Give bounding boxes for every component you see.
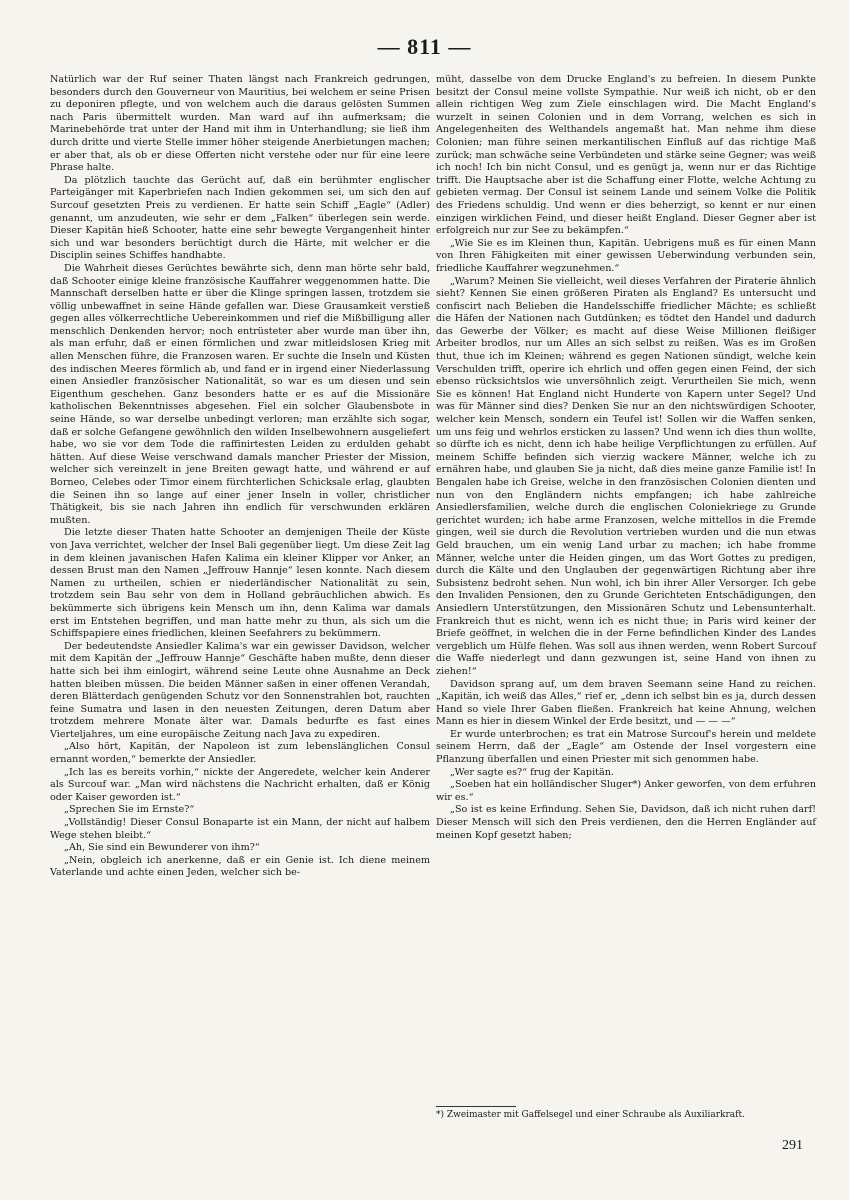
paragraph: „So ist es keine Erfindung. Sehen Sie, Davidson, daß ich nicht ruhen darf! Dieser Mensch will sich den Preis verdienen, den die Herren Engländer auf meinen Kopf gesetzt haben; <box>436 804 816 841</box>
paragraph: Er wurde unterbrochen; es trat ein Matrose Surcouf's herein und meldete seinem Herrn, daß der „Eagle“ am Ostende der Insel vorgestern eine Pflanzung überfallen und einen Priester mit sich genommen habe. <box>436 728 816 766</box>
paragraph: Natürlich war der Ruf seiner Thaten längst nach Frankreich gedrungen, besonders durch den Gouverneur von Mauritius, bei welchem er seine Prisen zu deponiren pflegte, und von welchem auch die daraus gelösten Summen nach Paris übermittelt wurden. Man ward auf ihn aufmerksam; die Marinebehörde trat unter der Hand mit ihm in Unterhandlung; sie ließ ihm durch dritte und vierte Stelle immer höher steigende Anerbietungen machen; er aber that, als ob er diese Offerten nicht verstehe oder nur für eine leere Phrase halte. <box>50 74 430 174</box>
paragraph: „Wie Sie es im Kleinen thun, Kapitän. Uebrigens muß es für einen Mann von Ihren Fähigkeiten mit einer gewissen Ueberwindung verbunden sein, friedliche Kauffahrer wegzunehmen.“ <box>436 237 816 274</box>
paragraph: „Ich las es bereits vorhin,“ nickte der Angeredete, welcher kein Anderer als Surcouf war. „Man wird nächstens die Nachricht erhalten, daß er König oder Kaiser geworden ist.“ <box>50 766 430 803</box>
paragraph: Die Wahrheit dieses Gerüchtes bewährte sich, denn man hörte sehr bald, daß Schooter einige kleine französische Kauffahrer weggenommen hatte. Die Mannschaft derselben hatte er über die Klinge springen lassen, trotzdem sie völlig unbewaffnet in seine Hände gefallen war. Diese Grausamkeit verstieß gegen alles völkerrechtliche Uebereinkommen und rief die Mißbilligung aller menschlich Denkenden hervor; noch entrüsteter aber wurde man über ihn, als man erfuhr, daß er einen förmlichen und zwar mitleidslosen Krieg mit allen Menschen führe, die Franzosen waren. Er suchte die Inseln und Küsten des indischen Meeres förmlich ab, und fand er in irgend einer Niederlassung einen Ansiedler französischer Nationalität, so war es um diesen und sein Eigenthum geschehen. Ganz besonders hatte er es auf die Missionäre katholischen Bekenntnisses abgesehen. Fiel ein solcher Glaubensbote in seine Hände, so war derselbe unbedingt verloren; man erzählte sich sogar, daß er solche Gefangene gewöhnlich den wilden Inselbewohnern ausgeliefert habe, wo sie vor dem Tode die raffinirtesten Leiden zu erdulden gehabt hätten. Auf diese Weise verschwand damals mancher Priester der Mission, welcher sich vereinzelt in jene Breiten gewagt hatte, und während er auf Borneo, Celebes oder Timor einem fürchterlichen Schicksale erlag, glaubten die Seinen ihn so lange auf einer jener Inseln in voller, christlicher Thätigkeit, bis sie nach Jahren ihn endlich für verschwunden erklären mußten. <box>50 262 430 526</box>
right-column <box>436 74 816 842</box>
paragraph: „Warum? Meinen Sie vielleicht, weil dieses Verfahren der Piraterie ähnlich sieht? Kennen Sie einen größeren Piraten als England? Es untersucht und confiscirt nach Belieben die Handelsschiffe friedlicher Mächte; es schließt die Häfen der Nationen nach Gutdünken; es tödtet den Handel und dadurch das Gewerbe der Völker; es macht auf diese Weise Millionen fleißiger Arbeiter brodlos, nur um Alles an sich selbst zu reißen. Was es im Großen thut, thue ich im Kleinen; während es gegen Nationen sündigt, welche kein Verschulden trifft, operire ich ehrlich und offen gegen einen Feind, der sich ebenso rücksichtslos wie unversöhnlich zeigt. Verurtheilen Sie mich, wenn Sie es können! Hat England nicht Hunderte von Kapern unter Segel? Und was für Männer sind dies? Denken Sie nur an den nichtswürdigen Schooter, welcher kein Mensch, sondern ein Teufel ist! Sollen wir die Waffen senken, um uns feig und wehrlos ersticken zu lassen? Und wenn ich dies thun wollte, so dürfte ich es nicht, denn ich habe heilige Verpflichtungen zu erfüllen. Auf meinem Schiffe befinden sich vierzig wackere Männer, welche ich zu ernähren habe, und glauben Sie ja nicht, daß dies meine ganze Familie ist! In Bengalen habe ich Greise, welche in den französischen Colonien dienten und nun von den Engländern nichts empfangen; ich habe zahlreiche Ansiedlersfamilien, welche durch die englischen Coloniekriege zu Grunde gerichtet wurden; ich habe arme Franzosen, welche mittellos in die Fremde gingen, weil sie durch die Revolution vertrieben wurden und die nun etwas Geld brauchen, um ein wenig Land urbar zu machen; ich habe fromme Männer, welche unter die Heiden gingen, um das Wort Gottes zu predigen, durch die Kälte und den Unglauben der gegenwärtigen Richtung aber ihre Subsistenz bedroht sehen. Nun wohl, ich bin ihrer Aller Versorger. Ich gebe den Invaliden Pensionen, den zu Grunde Gerichteten Entschädigungen, den Ansiedlern Unterstützungen, den Missionären Schutz und Lebensunterhalt. Frankreich thut es nicht, wenn ich es nicht thue; in Paris wird keiner der Briefe geöffnet, in welchen die in der Ferne befindlichen Kinder des Landes vergeblich um Hülfe flehen. Was soll aus ihnen werden, wenn Robert Surcouf die Waffe niederlegt und dann gezwungen ist, seine Hand von ihnen zu ziehen!“ <box>436 275 816 677</box>
paragraph: müht, dasselbe von dem Drucke England's zu befreien. In diesem Punkte besitzt der Consul meine vollste Sympathie. Nur weiß ich nicht, ob er den allein richtigen Weg zum Ziele einschlagen wird. Die Macht England's wurzelt in seinen Colonien und in dem Vorrang, welchen es sich in Angelegenheiten des Welthandels angemaßt hat. Man nehme ihm diese Colonien; man führe seinen merkantilischen Einfluß auf das richtige Maß zurück; man schwäche seine Verbündeten und stärke seine Gegner; was weiß ich noch! Ich bin nicht Consul, und es genügt ja, wenn nur er das Richtige trifft. Die Hauptsache aber ist die Schaffung einer Flotte, welche Achtung zu gebieten vermag. Der Consul ist seinem Lande und seinem Volke die Politik des Friedens schuldig. Und wenn er dies beherzigt, so kennt er nur einen einzigen wirklichen Feind, und dieser heißt England. Dieser Gegner aber ist erfolgreich nur zur See zu bekämpfen.“ <box>436 74 816 237</box>
paragraph: „Sprechen Sie im Ernste?“ <box>64 804 195 816</box>
paragraph: „Wer sagte es?“ frug der Kapitän. <box>450 766 614 778</box>
paragraph: „Ah, Sie sind ein Bewunderer von ihm?“ <box>64 842 260 854</box>
page-title: — 811 — <box>377 34 472 59</box>
footnote-divider <box>436 1106 516 1107</box>
paragraph: „Also hört, Kapitän, der Napoleon ist zum lebenslänglichen Consul ernannt worden,“ bemerkte der Ansiedler. <box>50 741 430 766</box>
paragraph: Davidson sprang auf, um dem braven Seemann seine Hand zu reichen. „Kapitän, ich weiß das Alles,“ rief er, „denn ich selbst bin es ja, durch dessen Hand so viele Ihrer Gaben fließen. Frankreich hat keine Ahnung, welchen Mann es hier in diesem Winkel der Erde besitzt, und — — —“ <box>436 678 816 728</box>
paragraph: Da plötzlich tauchte das Gerücht auf, daß ein berühmter englischer Parteigänger mit Kaperbriefen nach Indien gekommen sei, um sich den auf Surcouf gesetzten Preis zu verdienen. Er hatte sein Schiff „Eagle“ (Adler) genannt, um anzudeuten, wie sehr er dem „Falken“ überlegen sein werde. Dieser Kapitän hieß Schooter, hatte eine sehr bewegte Vergangenheit hinter sich und war besonders berüchtigt durch die Härte, mit welcher er die Disciplin seines Schiffes handhabte. <box>50 174 430 262</box>
paragraph: Der bedeutendste Ansiedler Kalima's war ein gewisser Davidson, welcher mit dem Kapitän der „Jeffrouw Hannje“ Geschäfte haben mußte, denn dieser hatte sich bei ihm einlogirt, während seine Leute ohne Ausnahme an Deck hatten bleiben müssen. Die beiden Männer saßen in einer offenen Verandah, deren Blätterdach genügenden Schutz vor den Sonnenstrahlen bot, rauchten feine Sumatra und lasen in den neuesten Zeitungen, deren Datum aber trotzdem mehrere Monate älter war. Damals bedurfte es fast eines Vierteljahres, um eine europäische Zeitung nach Java zu expediren. <box>50 640 430 740</box>
left-column <box>50 74 430 880</box>
footnote: *) Zweimaster mit Gaffelsegel und einer Schraube als Auxiliarkraft. <box>436 1110 745 1120</box>
paragraph: Die letzte dieser Thaten hatte Schooter an demjenigen Theile der Küste von Java verrichtet, welcher der Insel Bali gegenüber liegt. Um diese Zeit lag in dem kleinen javanischen Hafen Kalima ein kleiner Klipper vor Anker, an dessen Brust man den Namen „Jeffrouw Hannje“ lesen konnte. Nach diesem Namen zu urtheilen, schien er niederländischer Nationalität zu sein, trotzdem sein Bau sehr von dem in Holland gebräuchlichen abwich. Es bekümmerte sich übrigens kein Mensch um ihn, denn Kalima war damals erst im Entstehen begriffen, und man hatte mehr zu thun, als sich um die Schiffspapiere eines friedlichen, kleinen Seefahrers zu bekümmern. <box>50 527 430 640</box>
paragraph: „Vollständig! Dieser Consul Bonaparte ist ein Mann, der nicht auf halbem Wege stehen bleibt.“ <box>50 817 430 841</box>
paragraph: „Nein, obgleich ich anerkenne, daß er ein Genie ist. Ich diene meinem Vaterlande und achte einen Jeden, welcher sich be- <box>50 854 430 879</box>
paragraph: „Soeben hat ein holländischer Sluger*) Anker geworfen, von dem erfuhren wir es.“ <box>436 779 816 803</box>
page-number: 291 <box>782 1138 803 1153</box>
